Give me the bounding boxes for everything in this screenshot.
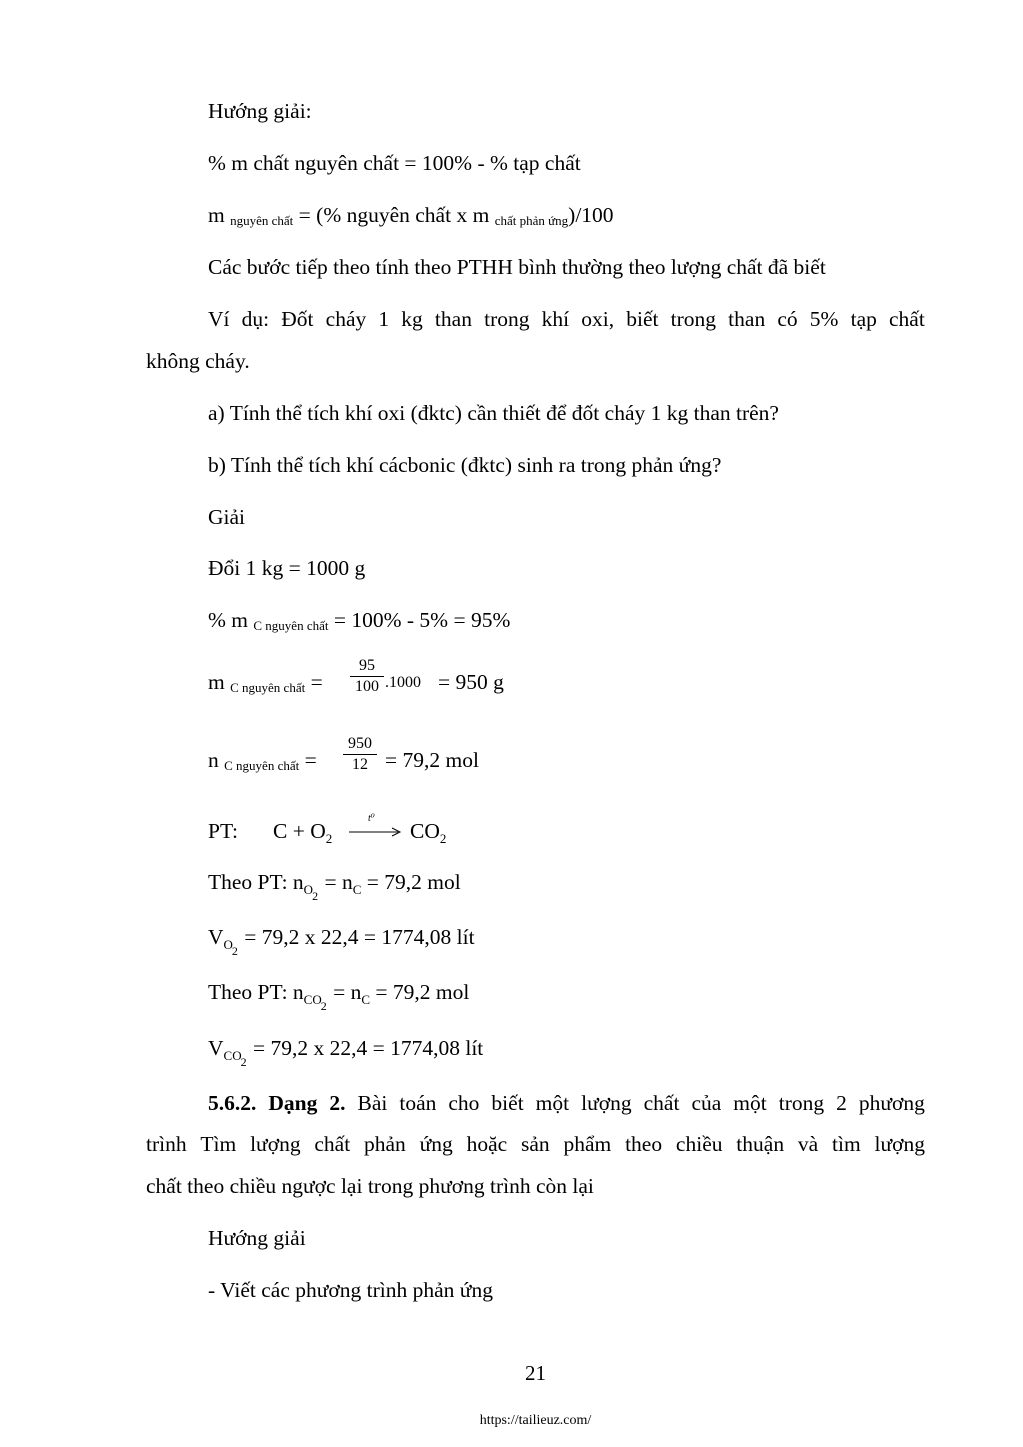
mass-carbon-fraction bbox=[350, 658, 384, 695]
next-steps-text: Các bước tiếp theo tính theo PTHH bình thường theo lượng chất đã biết bbox=[208, 255, 826, 279]
word: Ví bbox=[208, 307, 230, 331]
word: trình bbox=[146, 1132, 187, 1156]
reaction-condition: t⁰ bbox=[368, 813, 375, 824]
word: lượng bbox=[874, 1132, 925, 1156]
word: trong bbox=[670, 307, 717, 331]
fraction-numerator: 950 bbox=[348, 735, 372, 752]
mass-carbon-result: = 950 g bbox=[438, 670, 504, 694]
solution-heading: Giải bbox=[208, 505, 246, 529]
word: Bài bbox=[357, 1091, 388, 1115]
mole-carbon-line: n C nguyên chất = bbox=[208, 748, 317, 773]
word: hoặc bbox=[466, 1132, 508, 1156]
example-paragraph bbox=[146, 309, 925, 331]
word: than bbox=[728, 307, 766, 331]
unit-conversion: Đổi 1 kg = 1000 g bbox=[208, 556, 366, 580]
section-562-line-1 bbox=[146, 1093, 925, 1115]
word: có bbox=[777, 307, 798, 331]
volume-oxygen-line: $V_{O2} = 79,2$ x 22,4 = 1774,08 lít bbox=[208, 925, 475, 958]
page-number: 21 bbox=[525, 1361, 546, 1385]
word: oxi, bbox=[581, 307, 615, 331]
section-heading-word: Dạng bbox=[268, 1091, 318, 1115]
volume-co2-line: $V_{CO2} = 79,2$ x 22,4 = 1774,08 lít bbox=[208, 1036, 484, 1069]
mole-oxygen-line: Theo PT: $n_{O2} = n_C = 79,2$ mol bbox=[208, 870, 461, 903]
example-line-2: không cháy. bbox=[146, 349, 250, 373]
word: 1 bbox=[378, 307, 390, 331]
word: một bbox=[535, 1091, 570, 1115]
huong-giai-heading-2: Hướng giải bbox=[208, 1226, 306, 1250]
section-562-line-2 bbox=[146, 1134, 925, 1156]
word: lượng bbox=[250, 1132, 301, 1156]
word: khí bbox=[541, 307, 570, 331]
mass-carbon-multiplier: .1000 bbox=[385, 674, 421, 691]
word: 2 bbox=[836, 1091, 847, 1115]
word: dụ: bbox=[241, 307, 270, 331]
mole-carbon-result: = 79,2 mol bbox=[385, 748, 479, 772]
word: thuận bbox=[736, 1132, 785, 1156]
word: chất bbox=[889, 307, 925, 331]
word: phương bbox=[858, 1091, 925, 1115]
reaction-right-side: $CO_2$ bbox=[410, 819, 447, 846]
huong-giai-heading: Hướng giải: bbox=[208, 99, 312, 123]
word: than bbox=[434, 307, 472, 331]
word: chiều bbox=[675, 1132, 723, 1156]
word: trong bbox=[778, 1091, 825, 1115]
word: trong bbox=[484, 307, 530, 331]
word: theo bbox=[625, 1132, 663, 1156]
word: phản bbox=[364, 1132, 406, 1156]
word: cho bbox=[448, 1091, 480, 1115]
word: toán bbox=[399, 1091, 437, 1115]
word: tìm bbox=[832, 1132, 861, 1156]
reaction-label: PT: bbox=[208, 819, 238, 843]
percent-carbon-line: % m C nguyên chất = 100% - 5% = 95% bbox=[208, 608, 511, 633]
word: tạp bbox=[850, 307, 877, 331]
write-equations-step: - Viết các phương trình phản ứng bbox=[208, 1278, 493, 1302]
word: và bbox=[797, 1132, 819, 1156]
example-line-1 bbox=[146, 309, 925, 331]
word: biết bbox=[626, 307, 659, 331]
reaction-arrow-icon bbox=[348, 826, 404, 838]
word: sản bbox=[521, 1132, 550, 1156]
percent-pure-formula: % m chất nguyên chất = 100% - % tạp chất bbox=[208, 151, 581, 175]
fraction-bar bbox=[350, 676, 384, 677]
fraction-bar bbox=[343, 754, 377, 755]
section-heading-word: 5.6.2. bbox=[208, 1091, 257, 1115]
word: kg bbox=[401, 307, 423, 331]
question-a: a) Tính thể tích khí oxi (đktc) cần thiết để đốt cháy 1 kg than trên? bbox=[208, 401, 779, 425]
mass-carbon-line: m C nguyên chất = bbox=[208, 670, 323, 695]
word: Đốt bbox=[281, 307, 314, 331]
fraction-denominator: 12 bbox=[352, 756, 368, 773]
section-562-line-2-wrap bbox=[146, 1134, 925, 1156]
word: một bbox=[733, 1091, 767, 1115]
question-b: b) Tính thể tích khí cácbonic (đktc) sinh ra trong phản ứng? bbox=[208, 453, 722, 477]
word: biết bbox=[491, 1091, 524, 1115]
word: 5% bbox=[809, 307, 839, 331]
footer-url: https://tailieuz.com/ bbox=[479, 1413, 592, 1428]
reaction-left-side: $C + O_2$ bbox=[273, 819, 333, 846]
fraction-numerator: 95 bbox=[359, 657, 375, 674]
section-562-paragraph bbox=[146, 1093, 925, 1115]
fraction-denominator: 100 bbox=[355, 678, 379, 695]
mass-pure-formula: m nguyên chất = (% nguyên chất x m chất phản ứng)/100 bbox=[208, 203, 614, 228]
mole-carbon-fraction bbox=[343, 736, 377, 773]
word: phẩm bbox=[563, 1132, 612, 1156]
word: chất bbox=[314, 1132, 351, 1156]
word: chất bbox=[643, 1091, 680, 1115]
word: ứng bbox=[419, 1132, 453, 1156]
word: của bbox=[691, 1091, 722, 1115]
word: Tìm bbox=[200, 1132, 237, 1156]
section-heading-word: 2. bbox=[329, 1091, 346, 1115]
section-562-line-3: chất theo chiều ngược lại trong phương trình còn lại bbox=[146, 1174, 594, 1198]
mole-co2-line: Theo PT: $n_{CO2} = n_C = 79,2$ mol bbox=[208, 980, 470, 1013]
word: cháy bbox=[325, 307, 367, 331]
word: lượng bbox=[581, 1091, 632, 1115]
